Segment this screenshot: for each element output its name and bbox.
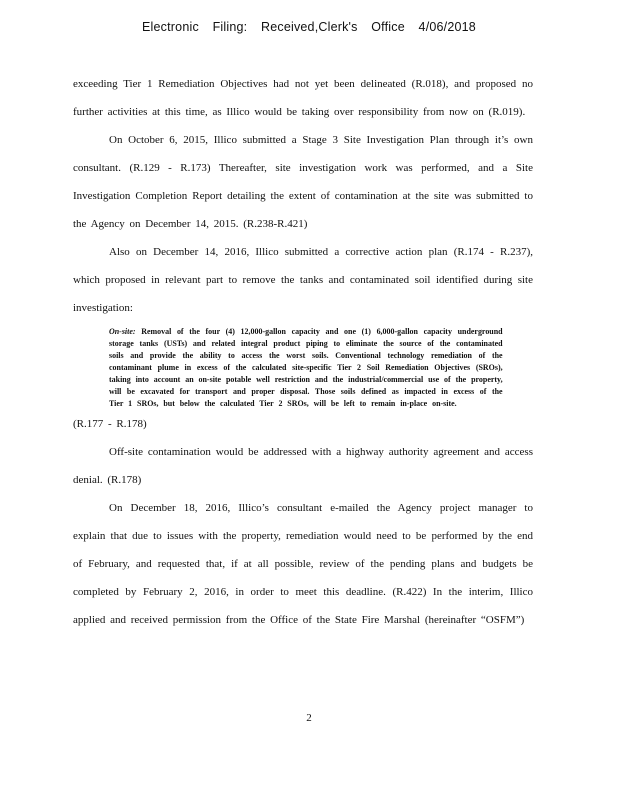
document-body xyxy=(73,70,533,634)
paragraph-consultant-email: On December 18, 2016, Illico’s consultant e-mailed the Agency project manager to explain that due to issues with the property, remediation would need to be performed by the end of February, and requested that, if at all possible, review of the pending plans and budgets be completed by February 2, 2016, in order to meet this deadline. (R.422) In the interim, Illico applied and received permission from the Office of the State Fire Marshal (hereinafter “OSFM”) xyxy=(73,502,533,626)
page-number: 2 xyxy=(306,712,312,724)
filing-header: Electronic Filing: Received,Clerk's Office 4/06/2018 xyxy=(142,20,476,34)
block-quote xyxy=(109,326,503,410)
citation: (R.177 - R.178) xyxy=(73,418,147,430)
block-quote-lead: On-site: xyxy=(109,327,136,336)
paragraph-site-investigation: On October 6, 2015, Illico submitted a Stage 3 Site Investigation Plan through it’s own consultant. (R.129 - R.173) Thereafter, site investigation work was performed, and a Site Investigation Completion Report detailing the extent of contamination at the site was submitted to the Agency on December 14, 2015. (R.238-R.421) xyxy=(73,134,533,230)
paragraph-corrective-action: Also on December 14, 2016, Illico submitted a corrective action plan (R.174 - R.237), which proposed in relevant part to remove the tanks and contaminated soil identified during site investigation: xyxy=(73,246,533,314)
paragraph-off-site: Off-site contamination would be addressed with a highway authority agreement and access denial. (R.178) xyxy=(73,446,533,486)
block-quote-text: Removal of the four (4) 12,000-gallon capacity and one (1) 6,000-gallon capacity underground storage tanks (USTs) and related integral product piping to eliminate the source of the contaminated soils and provide the ability to access the worst soils. Conventional technology remediation of the contaminant plume in excess of the calculated site-specific Tier 2 Soil Remediation Objectives (SROs), taking into account an on-site potable well restriction and the industrial/commercial use of the property, will be excavated for transport and proper disposal. Those soils defined as impacted in excess of the Tier 1 SROs, but below the calculated Tier 2 SROs, will be left to remain in-place on-site. xyxy=(109,327,503,408)
paragraph-continuation: exceeding Tier 1 Remediation Objectives had not yet been delineated (R.018), and proposed no further activities at this time, as Illico would be taking over responsibility from now on (R.019). xyxy=(73,78,533,118)
